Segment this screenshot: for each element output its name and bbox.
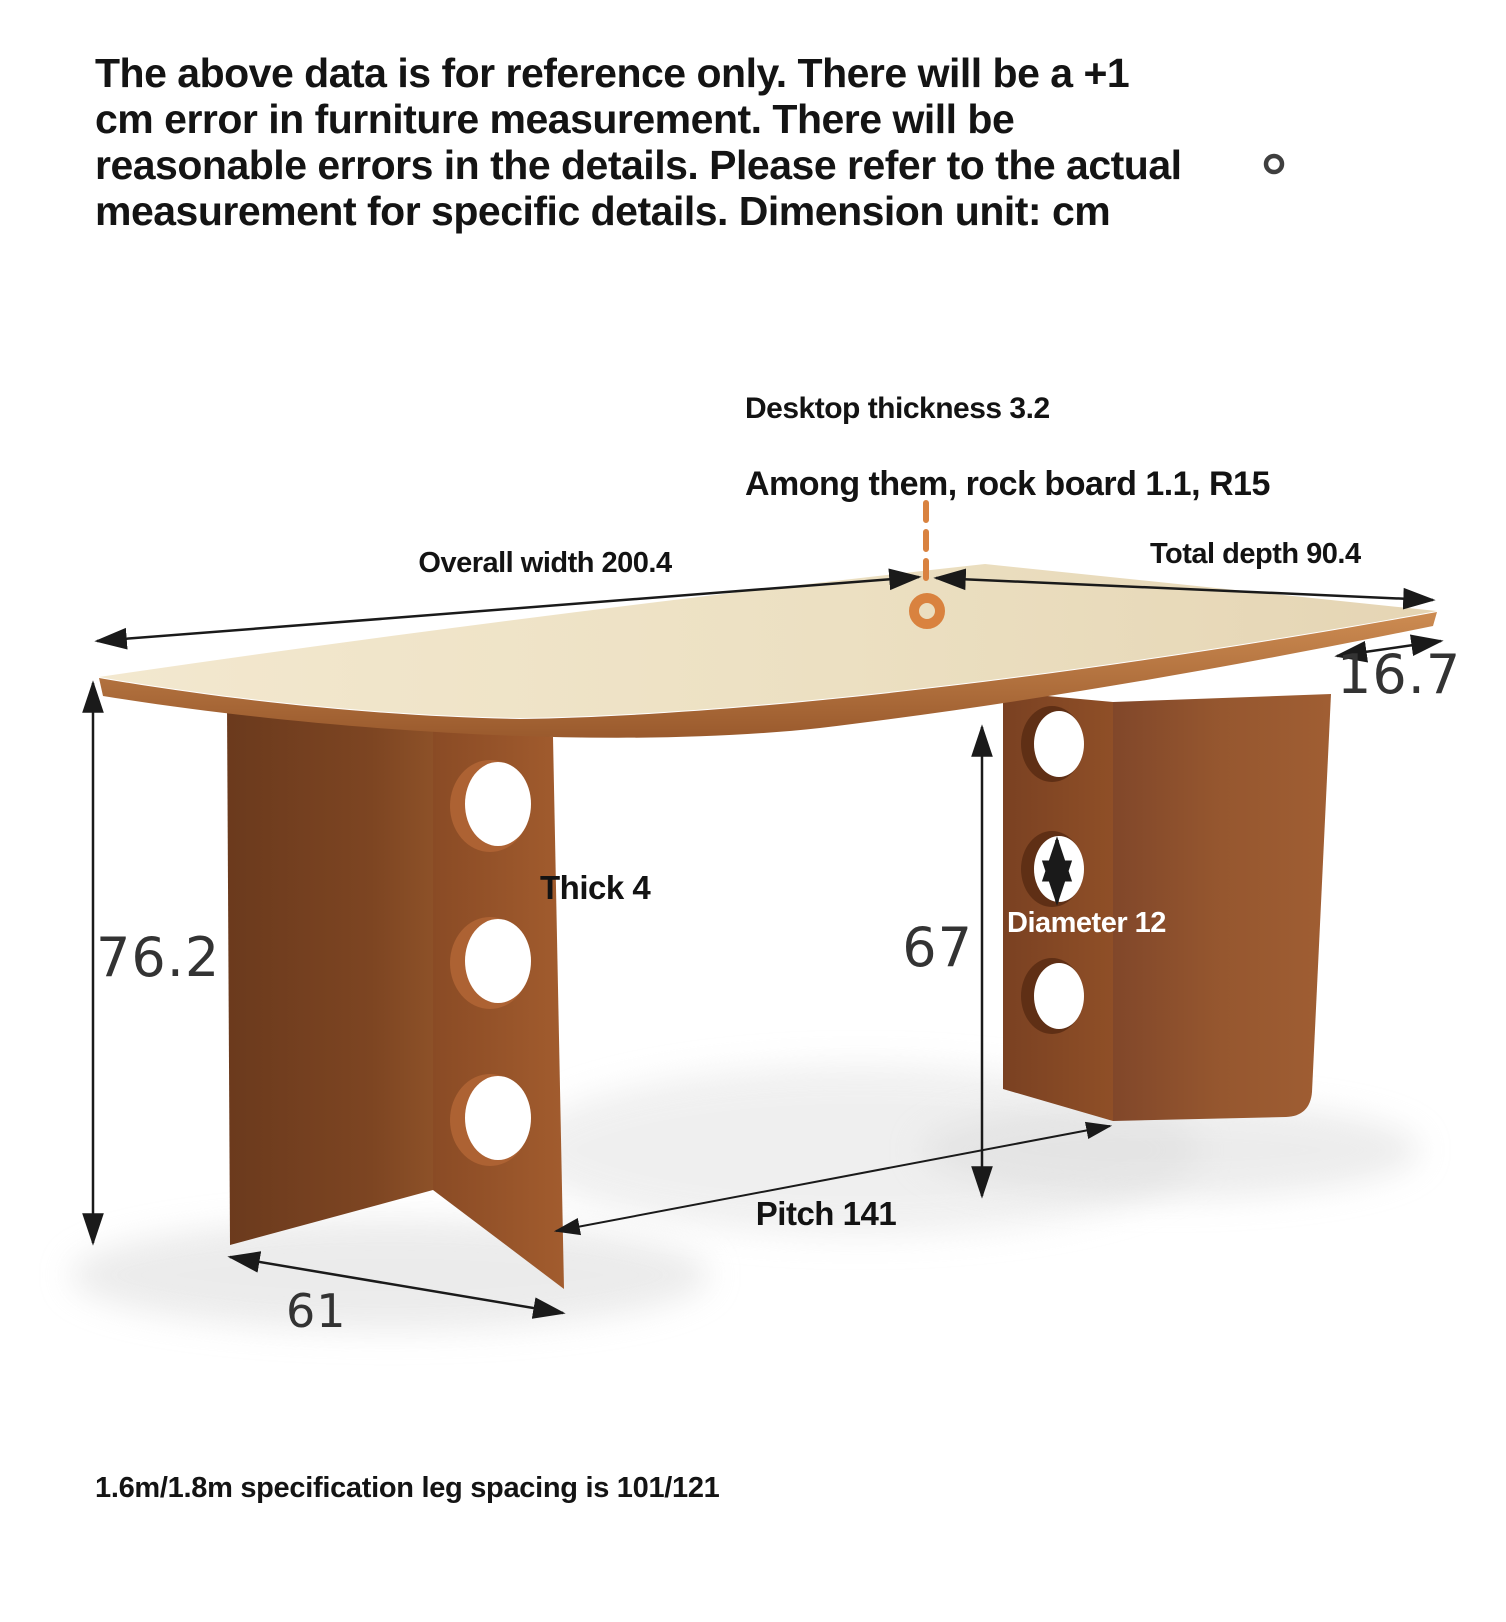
hole xyxy=(465,762,531,846)
left-leg-side-face xyxy=(227,706,433,1245)
desktop-thickness-label: Desktop thickness 3.2 xyxy=(745,392,1050,425)
disclaimer-text xyxy=(95,50,1182,234)
overhang-value: 16.7 xyxy=(1337,643,1462,706)
left-leg-holes xyxy=(450,760,531,1166)
foot-width-value: 61 xyxy=(286,1284,347,1338)
pitch-label: Pitch 141 xyxy=(755,1195,897,1232)
overall-width-label: Overall width 200.4 xyxy=(418,547,672,579)
hole xyxy=(1034,711,1084,777)
rock-board-label: Among them, rock board 1.1, R15 xyxy=(745,465,1270,503)
total-depth-label: Total depth 90.4 xyxy=(1150,538,1361,570)
disclaimer-line: measurement for specific details. Dimension unit: cm xyxy=(95,188,1111,234)
hole xyxy=(465,919,531,1003)
right-leg-holes xyxy=(1021,706,1084,1034)
disclaimer-line: cm error in furniture measurement. There will be xyxy=(95,96,1015,142)
small-ring-decoration xyxy=(1266,156,1282,172)
left-leg xyxy=(227,706,564,1289)
disclaimer-line: The above data is for reference only. There will be a +1 xyxy=(95,50,1130,96)
panel-thick-label: Thick 4 xyxy=(540,869,651,906)
hole xyxy=(1034,836,1084,902)
table-height-value: 76.2 xyxy=(96,926,221,989)
leg-inner-height-value: 67 xyxy=(902,916,973,979)
footnote-text: 1.6m/1.8m specification leg spacing is 101/121 xyxy=(95,1472,720,1504)
hole xyxy=(1034,963,1084,1029)
hole xyxy=(465,1076,531,1160)
disclaimer-line: reasonable errors in the details. Please refer to the actual xyxy=(95,142,1182,188)
hole-diameter-label: Diameter 12 xyxy=(1007,907,1166,939)
tabletop-surface xyxy=(99,564,1437,718)
